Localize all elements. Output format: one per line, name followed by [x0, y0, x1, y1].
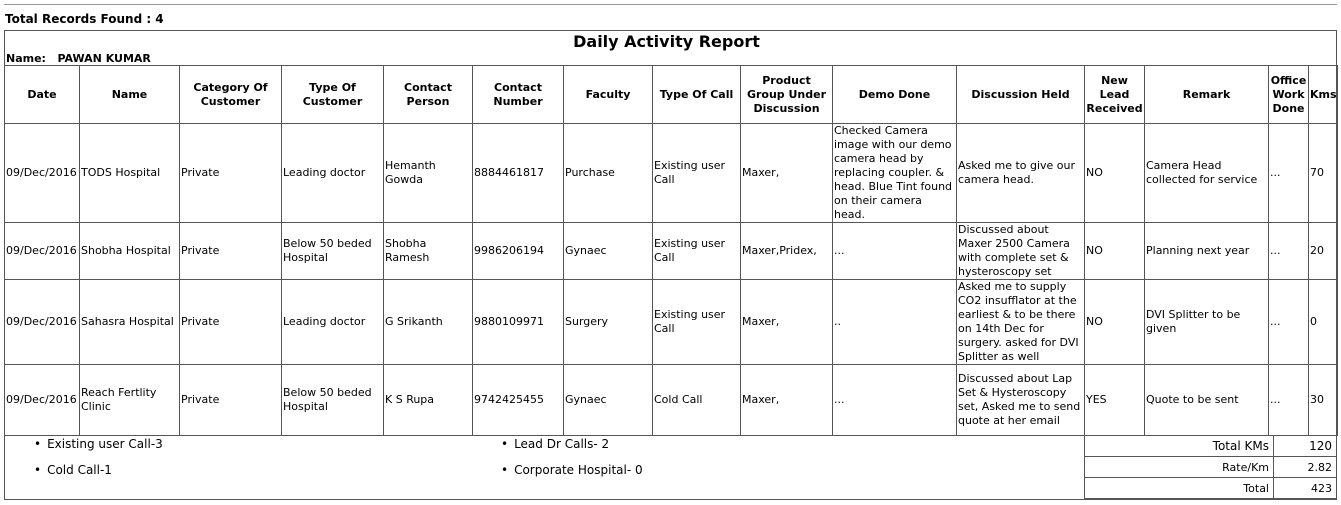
- cell-name: Sahasra Hospital: [80, 280, 180, 365]
- top-divider: [4, 4, 1337, 5]
- total-kms-value: 120: [1274, 436, 1337, 457]
- col-header: Contact Person: [384, 66, 473, 124]
- cell-discussion: Asked me to supply CO2 insufflator at the earliest & to be there on 14th Dec for surgery. asked for DVI Splitter as well: [957, 280, 1085, 365]
- cell-kms: 0: [1309, 280, 1338, 365]
- table-row: [5, 223, 1338, 280]
- cell-category: Private: [180, 280, 282, 365]
- col-header: Faculty: [564, 66, 653, 124]
- cell-faculty: Purchase: [564, 124, 653, 223]
- table-row: [5, 365, 1338, 436]
- summary-cold-calls: • Cold Call-1: [34, 463, 112, 477]
- cell-product: Maxer,Pridex,: [741, 223, 833, 280]
- cell-contact-number: 9986206194: [473, 223, 564, 280]
- col-header: Type Of Call: [653, 66, 741, 124]
- cell-contact-number: 9880109971: [473, 280, 564, 365]
- cell-call-type: Existing user Call: [653, 223, 741, 280]
- cell-product: Maxer,: [741, 365, 833, 436]
- cell-demo: ..: [833, 280, 957, 365]
- cell-contact-person: K S Rupa: [384, 365, 473, 436]
- employee-name-row: [6, 52, 151, 65]
- name-label: Name:: [6, 52, 46, 65]
- col-header: Kms: [1309, 66, 1338, 124]
- col-header: Category Of Customer: [180, 66, 282, 124]
- cell-faculty: Gynaec: [564, 223, 653, 280]
- cell-new-lead: NO: [1085, 280, 1145, 365]
- cell-demo: ...: [833, 365, 957, 436]
- cell-type: Leading doctor: [282, 280, 384, 365]
- cell-contact-number: 9742425455: [473, 365, 564, 436]
- cell-name: Reach Fertlity Clinic: [80, 365, 180, 436]
- cell-new-lead: NO: [1085, 124, 1145, 223]
- cell-contact-person: Hemanth Gowda: [384, 124, 473, 223]
- cell-date: 09/Dec/2016: [5, 365, 80, 436]
- col-header: Office Work Done: [1269, 66, 1309, 124]
- rate-value: 2.82: [1274, 457, 1337, 478]
- col-header: Contact Number: [473, 66, 564, 124]
- cell-date: 09/Dec/2016: [5, 223, 80, 280]
- totals-table: [1084, 435, 1337, 499]
- activity-table: [4, 65, 1338, 436]
- cell-faculty: Gynaec: [564, 365, 653, 436]
- cell-new-lead: YES: [1085, 365, 1145, 436]
- col-header: Type Of Customer: [282, 66, 384, 124]
- cell-category: Private: [180, 365, 282, 436]
- totals-row-kms: [1085, 436, 1337, 457]
- cell-contact-person: G Srikanth: [384, 280, 473, 365]
- cell-product: Maxer,: [741, 124, 833, 223]
- col-header: Product Group Under Discussion: [741, 66, 833, 124]
- cell-type: Leading doctor: [282, 124, 384, 223]
- cell-remark: Quote to be sent: [1145, 365, 1269, 436]
- totals-row-rate: [1085, 457, 1337, 478]
- report-title: Daily Activity Report: [573, 32, 760, 51]
- cell-kms: 70: [1309, 124, 1338, 223]
- cell-demo: Checked Camera image with our demo camera head by replacing coupler. & head. Blue Tint found on their camera head.: [833, 124, 957, 223]
- cell-date: 09/Dec/2016: [5, 280, 80, 365]
- cell-office-work: ...: [1269, 223, 1309, 280]
- cell-call-type: Existing user Call: [653, 124, 741, 223]
- cell-product: Maxer,: [741, 280, 833, 365]
- col-header: New Lead Received: [1085, 66, 1145, 124]
- cell-kms: 30: [1309, 365, 1338, 436]
- cell-demo: ...: [833, 223, 957, 280]
- col-header: Name: [80, 66, 180, 124]
- cell-office-work: ...: [1269, 365, 1309, 436]
- cell-contact-number: 8884461817: [473, 124, 564, 223]
- total-value: 423: [1274, 478, 1337, 499]
- total-label: Total: [1085, 478, 1274, 499]
- cell-call-type: Existing user Call: [653, 280, 741, 365]
- cell-remark: Planning next year: [1145, 223, 1269, 280]
- cell-kms: 20: [1309, 223, 1338, 280]
- cell-name: TODS Hospital: [80, 124, 180, 223]
- cell-discussion: Asked me to give our camera head.: [957, 124, 1085, 223]
- name-value: PAWAN KUMAR: [57, 52, 151, 65]
- col-header: Demo Done: [833, 66, 957, 124]
- cell-discussion: Discussed about Maxer 2500 Camera with complete set & hysteroscopy set: [957, 223, 1085, 280]
- cell-category: Private: [180, 124, 282, 223]
- rate-label: Rate/Km: [1085, 457, 1274, 478]
- cell-call-type: Cold Call: [653, 365, 741, 436]
- col-header: Remark: [1145, 66, 1269, 124]
- col-header: Discussion Held: [957, 66, 1085, 124]
- cell-office-work: ...: [1269, 124, 1309, 223]
- cell-remark: DVI Splitter to be given: [1145, 280, 1269, 365]
- summary-corporate-hospital: • Corporate Hospital- 0: [501, 463, 643, 477]
- cell-name: Shobha Hospital: [80, 223, 180, 280]
- cell-new-lead: NO: [1085, 223, 1145, 280]
- cell-discussion: Discussed about Lap Set & Hysteroscopy set, Asked me to send quote at her email: [957, 365, 1085, 436]
- table-row: [5, 280, 1338, 365]
- table-header-row: [5, 66, 1338, 124]
- totals-row-total: [1085, 478, 1337, 499]
- cell-type: Below 50 beded Hospital: [282, 223, 384, 280]
- cell-category: Private: [180, 223, 282, 280]
- total-records-found: Total Records Found : 4: [5, 12, 164, 26]
- summary-existing-calls: • Existing user Call-3: [34, 437, 163, 451]
- cell-date: 09/Dec/2016: [5, 124, 80, 223]
- cell-type: Below 50 beded Hospital: [282, 365, 384, 436]
- total-kms-label: Total KMs: [1085, 436, 1274, 457]
- summary-section: [4, 435, 1337, 500]
- col-header: Date: [5, 66, 80, 124]
- table-row: [5, 124, 1338, 223]
- cell-faculty: Surgery: [564, 280, 653, 365]
- summary-lead-calls: • Lead Dr Calls- 2: [501, 437, 609, 451]
- cell-remark: Camera Head collected for service: [1145, 124, 1269, 223]
- cell-office-work: ...: [1269, 280, 1309, 365]
- cell-contact-person: Shobha Ramesh: [384, 223, 473, 280]
